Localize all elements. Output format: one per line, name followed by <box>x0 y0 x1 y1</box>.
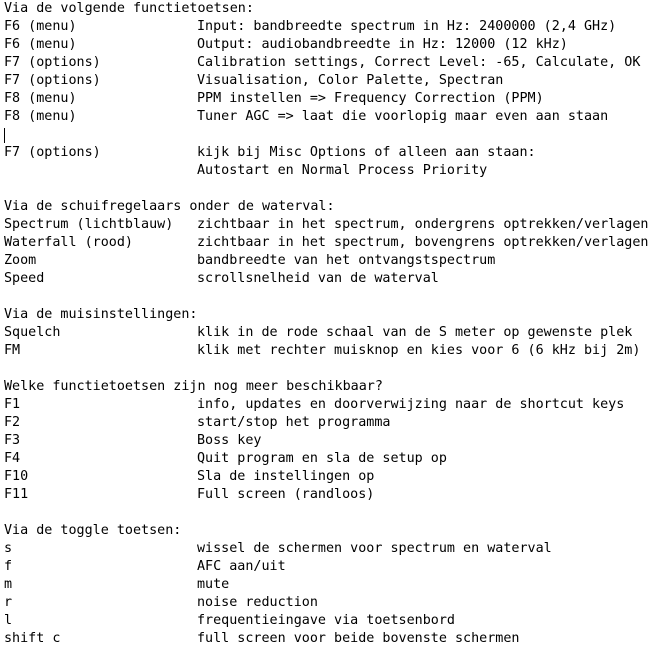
shortcut-description: PPM instellen => Frequency Correction (PPM) <box>197 91 544 106</box>
shortcut-description: start/stop het programma <box>197 415 391 430</box>
shortcut-row <box>4 576 659 594</box>
shortcut-description: Boss key <box>197 433 262 448</box>
shortcut-description: AFC aan/uit <box>197 559 286 574</box>
section-header-line <box>4 522 659 540</box>
shortcut-description: wissel de schermen voor spectrum en waterval <box>197 541 552 556</box>
shortcut-description: Tuner AGC => laat die voorlopig maar even aan staan <box>197 109 609 124</box>
shortcut-key: s <box>4 541 13 556</box>
shortcut-row <box>4 594 659 612</box>
shortcut-key: Waterfall (rood) <box>4 235 133 250</box>
shortcut-row <box>4 36 659 54</box>
shortcut-row <box>4 108 659 126</box>
shortcut-key: l <box>4 613 13 628</box>
shortcut-row <box>4 612 659 630</box>
shortcut-row <box>4 162 659 180</box>
shortcut-key: F4 <box>4 451 21 466</box>
shortcut-description: mute <box>197 577 230 592</box>
shortcut-row <box>4 252 659 270</box>
section-header: Welke functietoetsen zijn nog meer beschikbaar? <box>4 379 383 394</box>
shortcut-key: F6 (menu) <box>4 37 77 52</box>
shortcut-row <box>4 630 659 648</box>
shortcut-row <box>4 18 659 36</box>
shortcut-row <box>4 54 659 72</box>
shortcut-key: F8 (menu) <box>4 109 77 124</box>
shortcut-row <box>4 72 659 90</box>
shortcut-description: Sla de instellingen op <box>197 469 375 484</box>
blank-line <box>4 288 659 306</box>
text-cursor <box>4 128 5 143</box>
shortcut-row <box>4 216 659 234</box>
shortcut-description: Quit program en sla de setup op <box>197 451 447 466</box>
shortcut-key: r <box>4 595 13 610</box>
shortcut-description: klik met rechter muisknop en kies voor 6 (6 kHz bij 2m) <box>197 343 641 358</box>
shortcut-row <box>4 558 659 576</box>
shortcut-key: F6 (menu) <box>4 19 77 34</box>
blank-line <box>4 360 659 378</box>
section-header-line <box>4 198 659 216</box>
shortcut-key: m <box>4 577 13 592</box>
shortcut-description: Full screen (randloos) <box>197 487 375 502</box>
shortcut-row <box>4 414 659 432</box>
shortcut-key: Squelch <box>4 325 61 340</box>
shortcut-description: frequentieingave via toetsenbord <box>197 613 455 628</box>
shortcut-description: scrollsnelheid van de waterval <box>197 271 439 286</box>
shortcut-description: Calibration settings, Correct Level: -65, Calculate, OK <box>197 55 641 70</box>
shortcut-row <box>4 144 659 162</box>
shortcut-row <box>4 450 659 468</box>
shortcut-row <box>4 486 659 504</box>
shortcut-row <box>4 468 659 486</box>
shortcut-description: Output: audiobandbreedte in Hz: 12000 (12 kHz) <box>197 37 568 52</box>
shortcut-row <box>4 234 659 252</box>
shortcut-description: Input: bandbreedte spectrum in Hz: 2400000 (2,4 GHz) <box>197 19 617 34</box>
shortcut-row <box>4 90 659 108</box>
shortcut-key: Zoom <box>4 253 37 268</box>
section-header: Via de schuifregelaars onder de waterval: <box>4 199 335 214</box>
shortcut-key: F3 <box>4 433 21 448</box>
shortcut-row <box>4 324 659 342</box>
shortcut-description: klik in de rode schaal van de S meter op gewenste plek <box>197 325 633 340</box>
shortcut-key: F7 (options) <box>4 73 101 88</box>
shortcut-key: F8 (menu) <box>4 91 77 106</box>
section-header-line <box>4 306 659 324</box>
cursor-line <box>4 126 659 144</box>
document-body <box>4 0 659 648</box>
section-header: Via de volgende functietoetsen: <box>4 1 254 16</box>
shortcut-key: F1 <box>4 397 21 412</box>
shortcut-description: info, updates en doorverwijzing naar de shortcut keys <box>197 397 625 412</box>
shortcut-key: F7 (options) <box>4 55 101 70</box>
shortcut-description: zichtbaar in het spectrum, ondergrens optrekken/verlagen <box>197 217 649 232</box>
shortcut-description: kijk bij Misc Options of alleen aan staan: <box>197 145 536 160</box>
shortcut-key: FM <box>4 343 21 358</box>
shortcut-key: F11 <box>4 487 29 502</box>
shortcut-row <box>4 342 659 360</box>
shortcut-description: zichtbaar in het spectrum, bovengrens optrekken/verlagen <box>197 235 649 250</box>
shortcut-description: Autostart en Normal Process Priority <box>197 163 488 178</box>
shortcut-description: noise reduction <box>197 595 318 610</box>
shortcut-key: F10 <box>4 469 29 484</box>
shortcut-key: Speed <box>4 271 45 286</box>
shortcut-key: f <box>4 559 13 574</box>
section-header: Via de muisinstellingen: <box>4 307 198 322</box>
shortcut-row <box>4 396 659 414</box>
shortcut-description: full screen voor beide bovenste schermen <box>197 631 520 646</box>
blank-line <box>4 180 659 198</box>
shortcut-row <box>4 432 659 450</box>
shortcut-description: Visualisation, Color Palette, Spectran <box>197 73 504 88</box>
shortcut-row <box>4 540 659 558</box>
shortcut-description: bandbreedte van het ontvangstspectrum <box>197 253 496 268</box>
section-header-line <box>4 378 659 396</box>
shortcut-key: Spectrum (lichtblauw) <box>4 217 174 232</box>
shortcut-key: F2 <box>4 415 21 430</box>
section-header-line <box>4 0 659 18</box>
section-header: Via de toggle toetsen: <box>4 523 182 538</box>
blank-line <box>4 504 659 522</box>
shortcut-key: shift c <box>4 631 61 646</box>
shortcut-row <box>4 270 659 288</box>
shortcut-key: F7 (options) <box>4 145 101 160</box>
